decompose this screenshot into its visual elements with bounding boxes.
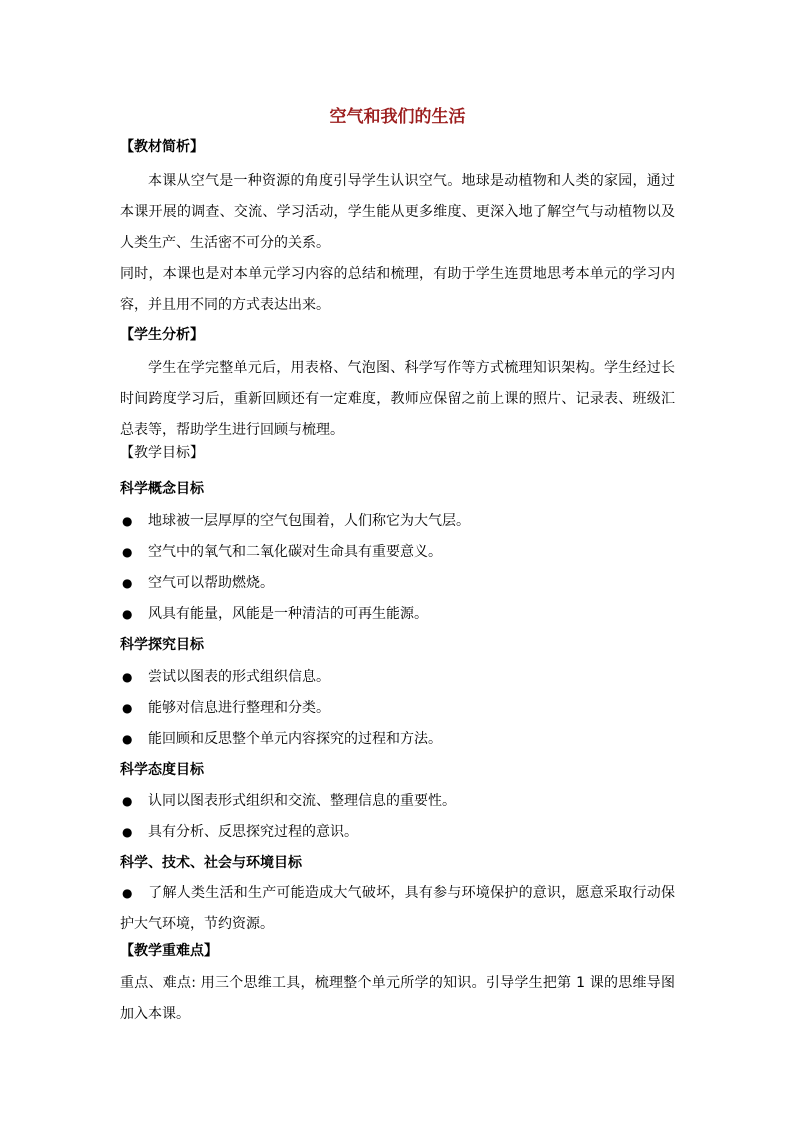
document-title: 空气和我们的生活 xyxy=(329,107,466,127)
heading-key-difficult-points: 【教学重难点】 xyxy=(120,943,218,959)
bullet-icon: ● xyxy=(122,607,133,621)
goal-group-title-attitude: 科学态度目标 xyxy=(120,762,204,778)
key-points-paragraph: 重点、难点: 用三个思维工具，梳理整个单元所学的知识。引导学生把第 1 课的思维导图加入本课。 xyxy=(120,975,675,1022)
goal-group-title-concept: 科学概念目标 xyxy=(120,481,204,497)
goal-group-title-stse: 科学、技术、社会与环境目标 xyxy=(120,855,302,871)
heading-textbook-analysis: 【教材简析】 xyxy=(120,139,204,155)
list-item: ● 了解人类生活和生产可能造成大气破坏，具有参与环境保护的意识，愿意采取行动保护大气环境，节约资源。 xyxy=(120,878,675,940)
goal-group-title-inquiry: 科学探究目标 xyxy=(120,637,204,653)
bullet-icon: ● xyxy=(122,794,133,808)
bullet-icon: ● xyxy=(122,545,133,559)
heading-teaching-goals: 【教学目标】 xyxy=(120,445,204,461)
heading-student-analysis: 【学生分析】 xyxy=(120,327,204,343)
bullet-icon: ● xyxy=(122,670,133,684)
textbook-analysis-paragraph-2: 同时，本课也是对本单元学习内容的总结和梳理，有助于学生连贯地思考本单元的学习内容，并且用不同的方式表达出来。 xyxy=(120,266,675,313)
bullet-icon: ● xyxy=(122,732,133,746)
bullet-icon: ● xyxy=(122,576,133,590)
bullet-icon: ● xyxy=(122,514,133,528)
bullet-icon: ● xyxy=(122,886,133,900)
student-analysis-paragraph: 学生在学完整单元后，用表格、气泡图、科学写作等方式梳理知识架构。学生经过长时间跨度学习后，重新回顾还有一定难度，教师应保留之前上课的照片、记录表、班级汇总表等，帮助学生进行回顾与梳理。 xyxy=(120,360,675,438)
bullet-icon: ● xyxy=(122,825,133,839)
textbook-analysis-paragraph-1: 本课从空气是一种资源的角度引导学生认识空气。地球是动植物和人类的家园，通过本课开展的调查、交流、学习活动，学生能从更多维度、更深入地了解空气与动植物以及人类生产、生活密不可分的关系。 xyxy=(120,173,675,251)
bullet-icon: ● xyxy=(122,701,133,715)
